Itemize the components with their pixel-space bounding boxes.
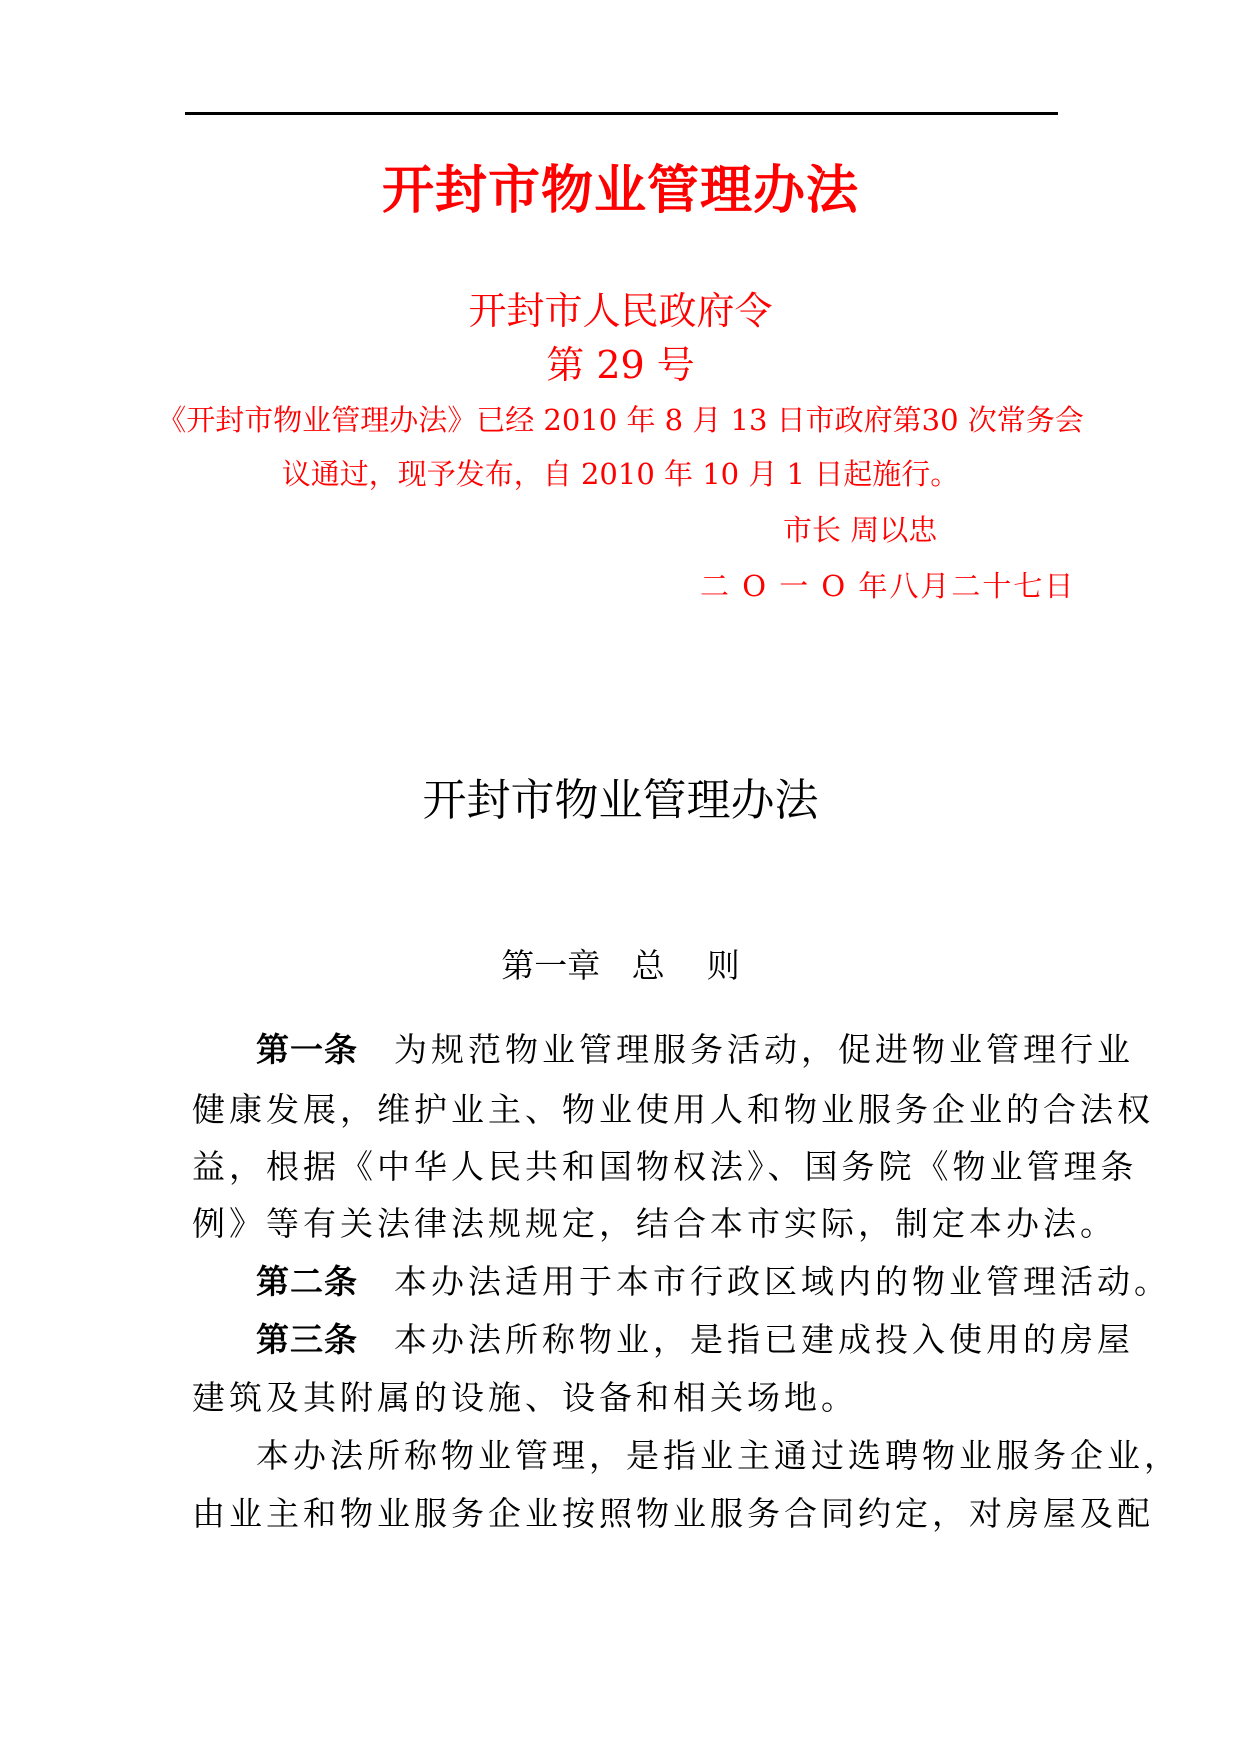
issue-date: 二 O 一 O 年八月二十七日 — [700, 569, 1076, 603]
article-label: 第二条 — [256, 1262, 358, 1301]
article-1-line-3: 益，根据《中华人民共和国物权法》、国务院《物业管理条 — [192, 1147, 1138, 1186]
decree-text-line: 《开封市物业管理办法》已经 2010 年 8 月 13 日市政府第30 次常务会 — [157, 403, 1084, 437]
article-label: 第一条 — [256, 1030, 358, 1069]
article-3-line-1 — [256, 1314, 1134, 1361]
article-label: 第三条 — [256, 1320, 358, 1359]
main-title: 开封市物业管理办法 — [381, 160, 859, 221]
decree-text-line: 议通过，现予发布，自 2010 年 10 月 1 日起施行。 — [281, 457, 960, 491]
chapter-title: 第一章 总 则 — [501, 946, 740, 985]
paragraph-line-2: 由业主和物业服务企业按照物业服务合同约定，对房屋及配 — [192, 1494, 1154, 1533]
article-2-line-1 — [256, 1256, 1171, 1303]
paragraph-line-1: 本办法所称物业管理，是指业主通过选聘物业服务企业， — [256, 1436, 1181, 1475]
order-number: 第 29 号 — [546, 343, 695, 387]
mayor-signature: 市长 周以忠 — [783, 513, 938, 547]
article-text: 为规范物业管理服务活动，促进物业管理行业 — [394, 1030, 1134, 1069]
document-title: 开封市物业管理办法 — [422, 775, 819, 826]
article-text: 本办法适用于本市行政区域内的物业管理活动。 — [394, 1262, 1171, 1301]
article-1-line-2: 健康发展，维护业主、物业使用人和物业服务企业的合法权 — [192, 1090, 1154, 1129]
article-3-line-2: 建筑及其附属的设施、设备和相关场地。 — [192, 1378, 858, 1417]
top-rule-divider — [185, 112, 1058, 115]
article-text: 本办法所称物业，是指已建成投入使用的房屋 — [394, 1320, 1134, 1359]
order-title: 开封市人民政府令 — [468, 289, 773, 333]
article-1-line-1 — [256, 1024, 1134, 1071]
article-1-line-4: 例》等有关法律法规规定，结合本市实际，制定本办法。 — [192, 1204, 1117, 1243]
